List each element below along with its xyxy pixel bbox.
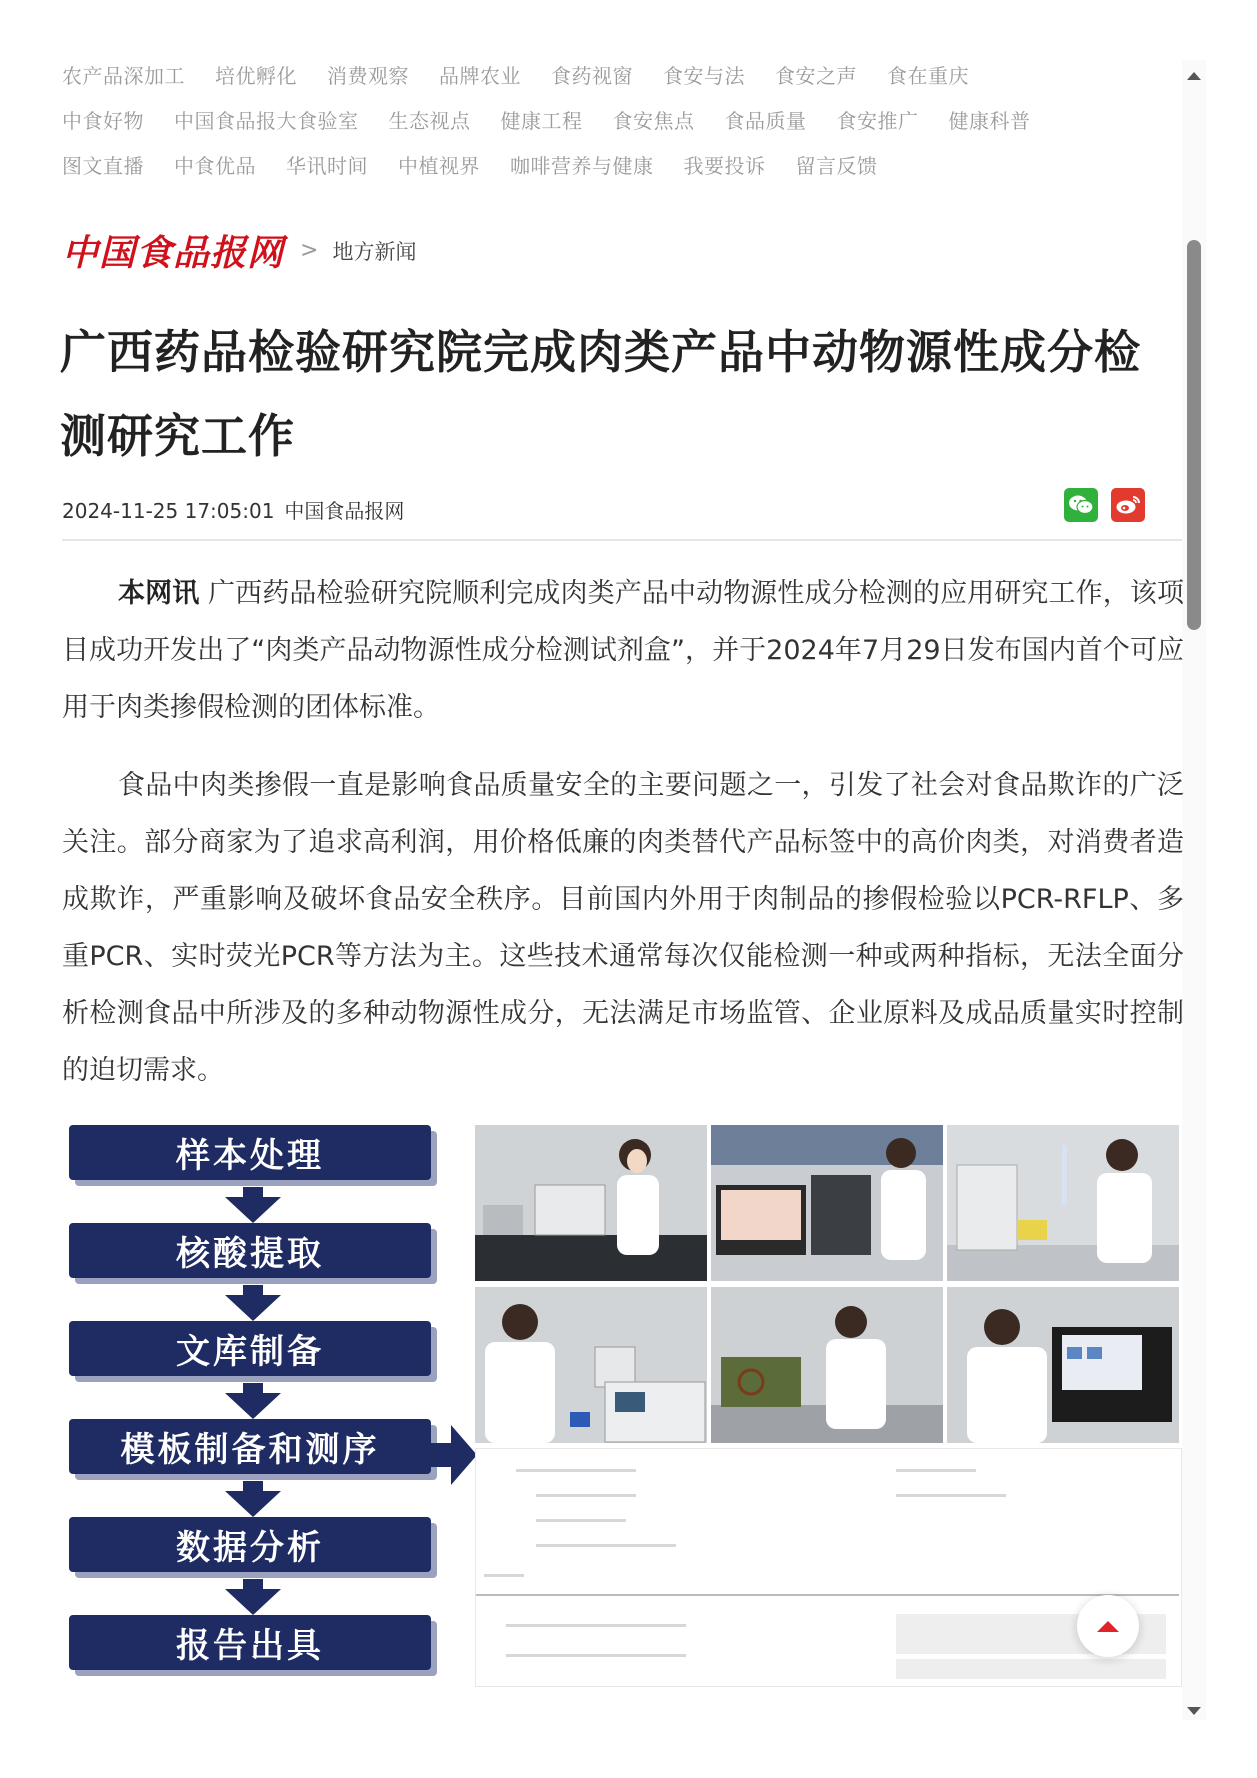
nav-row-3 bbox=[62, 142, 1182, 187]
nav-item[interactable]: 我要投诉 bbox=[683, 154, 766, 178]
flow-step: 数据分析 bbox=[69, 1517, 431, 1572]
arrow-right-icon bbox=[429, 1443, 451, 1467]
nav-item[interactable]: 健康工程 bbox=[500, 109, 583, 133]
nav-item[interactable]: 品牌农业 bbox=[439, 64, 521, 88]
back-to-top-button[interactable] bbox=[1077, 1595, 1139, 1657]
arrow-right-icon bbox=[451, 1425, 477, 1485]
nav-item[interactable]: 食安之声 bbox=[775, 64, 857, 88]
report-line bbox=[536, 1544, 676, 1547]
wechat-icon[interactable] bbox=[1064, 488, 1098, 522]
nav-item[interactable]: 食安焦点 bbox=[612, 109, 695, 133]
meta-divider bbox=[62, 539, 1182, 541]
arrow-down-icon bbox=[225, 1197, 281, 1223]
nav-item[interactable]: 消费观察 bbox=[327, 64, 409, 88]
lab-photo bbox=[475, 1125, 707, 1281]
report-line bbox=[506, 1654, 686, 1657]
report-line bbox=[516, 1469, 636, 1472]
article-paragraph-2: 食品中肉类掺假一直是影响食品质量安全的主要问题之一，引发了社会对食品欺诈的广泛关注。部分商家为了追求高利润，用价格低廉的肉类替代产品标签中的高价肉类，对消费者造成欺诈，严重影响及破坏食品安全秩序。目前国内外用于肉制品的掺假检验以PCR-RFLP、多重PCR、实时荧光PCR等方法为主。这些技术通常每次仅能检测一种或两种指标，无法全面分析检测食品中所涉及的多种动物源性成分，无法满足市场监管、企业原料及成品质量实时控制的迫切需求。 bbox=[62, 770, 1184, 1086]
scroll-up-arrow-icon[interactable] bbox=[1187, 72, 1201, 80]
flow-step: 样本处理 bbox=[69, 1125, 431, 1180]
nav-item[interactable]: 中国食品报大食验室 bbox=[174, 109, 359, 133]
lab-photo bbox=[711, 1125, 943, 1281]
workflow-diagram bbox=[67, 1125, 497, 1680]
nav-item[interactable]: 生态视点 bbox=[388, 109, 471, 133]
report-line bbox=[896, 1469, 976, 1472]
flow-step: 文库制备 bbox=[69, 1321, 431, 1376]
nav-item[interactable]: 食安推广 bbox=[836, 109, 919, 133]
nav-item[interactable]: 食药视窗 bbox=[551, 64, 633, 88]
flow-step: 报告出具 bbox=[69, 1615, 431, 1670]
weibo-icon[interactable] bbox=[1111, 488, 1145, 522]
scrollbar-thumb[interactable] bbox=[1187, 240, 1201, 630]
category-nav bbox=[62, 52, 1182, 187]
arrow-up-icon bbox=[1097, 1621, 1119, 1632]
flow-step: 核酸提取 bbox=[69, 1223, 431, 1278]
lab-photo bbox=[711, 1287, 943, 1443]
lead-label: 本网讯 bbox=[118, 578, 200, 609]
lab-photo bbox=[947, 1125, 1179, 1281]
report-line bbox=[484, 1574, 524, 1577]
article-title: 广西药品检验研究院完成肉类产品中动物源性成分检测研究工作 bbox=[60, 325, 1141, 463]
article-paragraph-1 bbox=[62, 565, 1184, 736]
arrow-down-icon bbox=[225, 1491, 281, 1517]
chevron-right-icon: > bbox=[300, 238, 319, 263]
report-line bbox=[506, 1624, 686, 1627]
site-logo[interactable]: 中国食品报网 bbox=[62, 232, 285, 274]
nav-item[interactable]: 农产品深加工 bbox=[62, 64, 185, 88]
article-meta bbox=[62, 495, 414, 524]
report-line bbox=[896, 1494, 1006, 1497]
nav-item[interactable]: 健康科普 bbox=[948, 109, 1031, 133]
lab-photo bbox=[475, 1287, 707, 1443]
report-line bbox=[536, 1519, 626, 1522]
nav-item[interactable]: 中植视界 bbox=[398, 154, 480, 178]
sequencing-report-image bbox=[475, 1448, 1182, 1687]
article-source: 中国食品报网 bbox=[284, 499, 405, 523]
article-figure bbox=[62, 1120, 1182, 1685]
report-line bbox=[896, 1659, 1166, 1679]
nav-item[interactable]: 中食好物 bbox=[62, 109, 144, 133]
report-line bbox=[536, 1494, 636, 1497]
flow-step: 模板制备和测序 bbox=[69, 1419, 431, 1474]
report-line bbox=[476, 1594, 1179, 1596]
paragraph-text: 广西药品检验研究院顺利完成肉类产品中动物源性成分检测的应用研究工作，该项目成功开发出了“肉类产品动物源性成分检测试剂盒”，并于2024年7月29日发布国内首个可应用于肉类掺假检测的团体标准。 bbox=[62, 578, 1184, 723]
nav-row-1 bbox=[62, 52, 1182, 97]
arrow-down-icon bbox=[225, 1393, 281, 1419]
nav-item[interactable]: 食安与法 bbox=[663, 64, 745, 88]
arrow-down-icon bbox=[225, 1295, 281, 1321]
nav-item[interactable]: 华讯时间 bbox=[286, 154, 368, 178]
breadcrumb bbox=[62, 225, 416, 276]
nav-item[interactable]: 图文直播 bbox=[62, 154, 144, 178]
lab-photo-grid bbox=[475, 1125, 1180, 1445]
article-datetime: 2024-11-25 17:05:01 bbox=[62, 499, 275, 523]
nav-row-2 bbox=[62, 97, 1182, 142]
nav-item[interactable]: 食在重庆 bbox=[887, 64, 969, 88]
nav-item[interactable]: 培优孵化 bbox=[215, 64, 297, 88]
nav-item[interactable]: 咖啡营养与健康 bbox=[510, 154, 654, 178]
scroll-down-arrow-icon[interactable] bbox=[1187, 1707, 1201, 1715]
lab-photo bbox=[947, 1287, 1179, 1443]
breadcrumb-section-link[interactable]: 地方新闻 bbox=[332, 239, 417, 264]
nav-item[interactable]: 食品质量 bbox=[724, 109, 807, 133]
nav-item[interactable]: 留言反馈 bbox=[795, 154, 878, 178]
nav-item[interactable]: 中食优品 bbox=[174, 154, 256, 178]
arrow-down-icon bbox=[225, 1589, 281, 1615]
